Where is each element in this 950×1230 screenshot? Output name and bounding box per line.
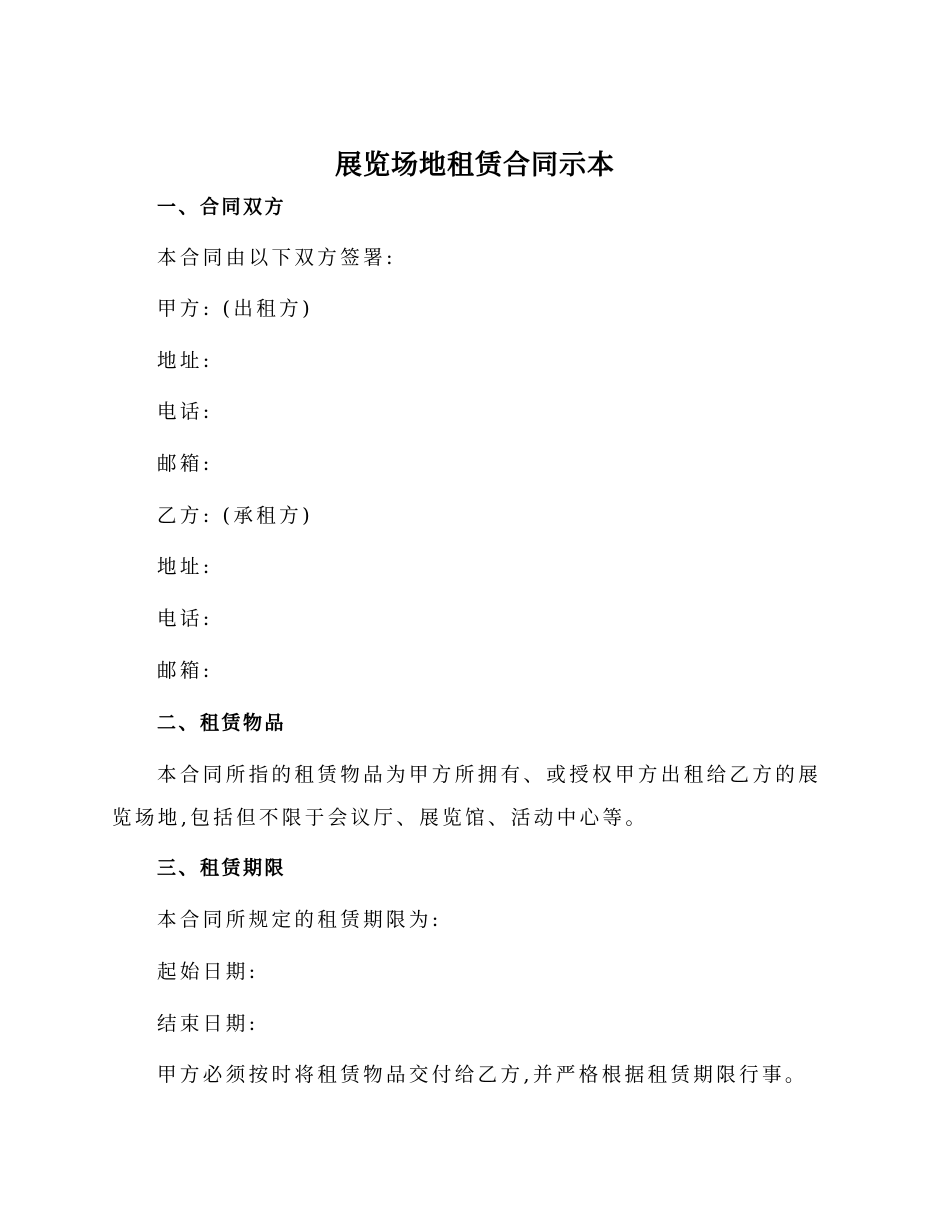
party-a-phone: 电话: xyxy=(157,400,213,423)
section-1-intro: 本合同由以下双方签署: xyxy=(157,246,396,269)
party-a-address: 地址: xyxy=(157,349,213,372)
section-3-heading: 三、租赁期限 xyxy=(157,857,287,879)
section-1-heading: 一、合同双方 xyxy=(157,196,287,218)
end-date-label: 结束日期: xyxy=(157,1012,259,1035)
party-a-email: 邮箱: xyxy=(157,452,213,475)
section-2-body: 本合同所指的租赁物品为甲方所拥有、或授权甲方出租给乙方的展览场地,包括但不限于会议厅、展览馆、活动中心等。 xyxy=(112,763,822,829)
section-3-intro: 本合同所规定的租赁期限为: xyxy=(157,908,442,931)
party-b-phone: 电话: xyxy=(157,607,213,630)
party-b-email: 邮箱: xyxy=(157,659,213,682)
start-date-label: 起始日期: xyxy=(157,960,259,983)
party-b-address: 地址: xyxy=(157,555,213,578)
section-3-obligation: 甲方必须按时将租赁物品交付给乙方,并严格根据租赁期限行事。 xyxy=(157,1063,808,1086)
section-2-heading: 二、租赁物品 xyxy=(157,712,287,734)
document-title: 展览场地租赁合同示本 xyxy=(335,150,615,181)
party-b-label: 乙方: (承租方) xyxy=(157,504,314,527)
party-a-label: 甲方: (出租方) xyxy=(157,297,314,320)
